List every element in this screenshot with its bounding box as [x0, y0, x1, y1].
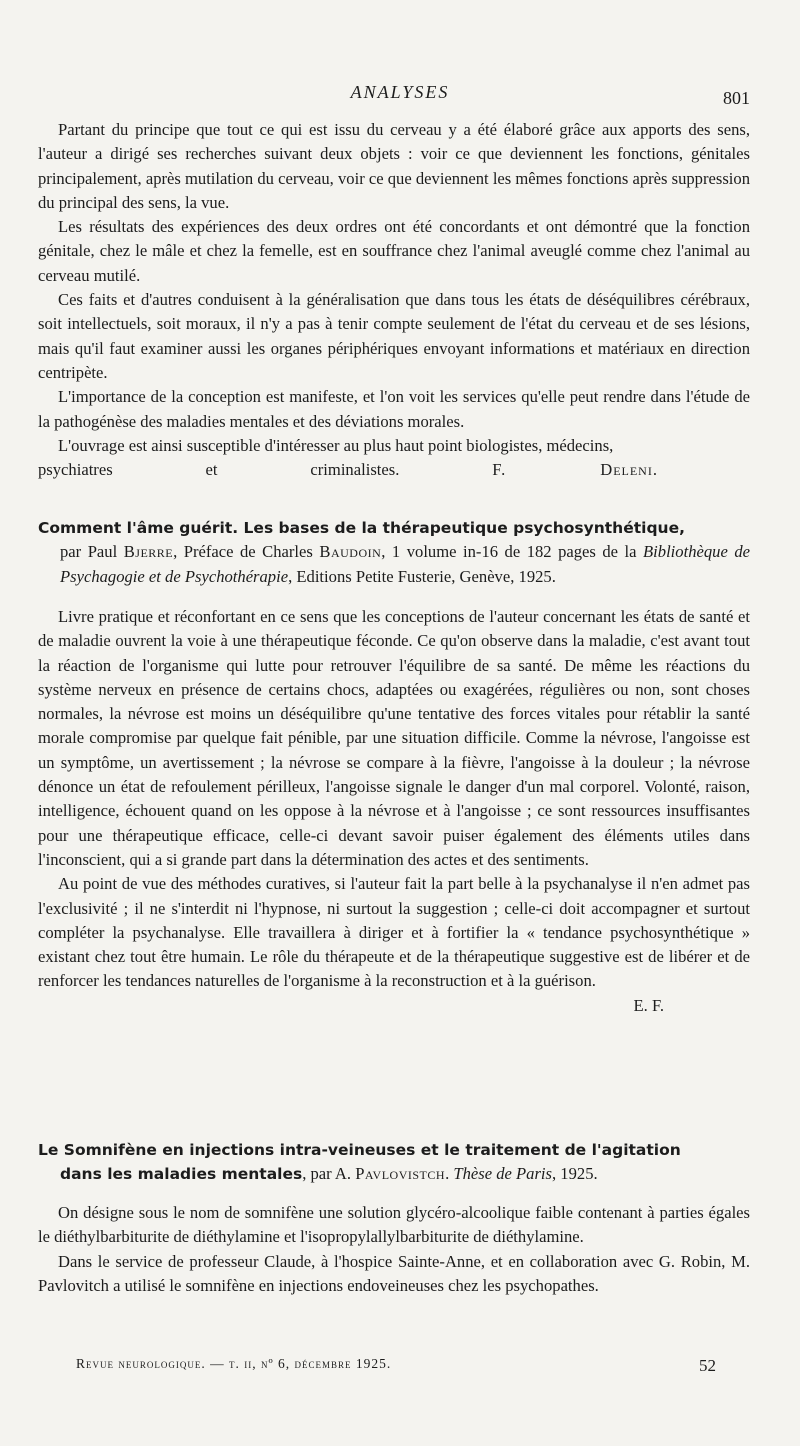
thesis-citation: [38, 1162, 750, 1186]
closing-line: [38, 458, 750, 482]
journal-reference: Revue neurologique. — t. ii, nº 6, décembre 1925.: [76, 1356, 392, 1371]
reviewer-signature: F. Deleni.: [492, 460, 658, 480]
review-pavlovistch: [38, 1201, 750, 1298]
reviewer-initials: E. F.: [633, 995, 664, 1015]
author-name: Pavlovistch: [355, 1164, 446, 1184]
paragraph: L'ouvrage est ainsi susceptible d'intéresser au plus haut point biologistes, médecins,: [58, 435, 614, 455]
preface-author: Baudoin: [319, 542, 382, 562]
book-citation: [38, 540, 750, 589]
review-heading-bjerre: [38, 516, 750, 589]
thesis-title-line1: Le Somnifène en injections intra-veineuses et le traitement de l'agitation: [38, 1141, 681, 1159]
thesis-title-line2: dans les maladies mentales: [60, 1165, 303, 1184]
review-heading-pavlovistch: [38, 1138, 750, 1187]
running-head: ANALYSES: [350, 82, 450, 102]
thesis-type: Thèse de Paris: [453, 1164, 552, 1184]
review-bjerre: [38, 605, 750, 1018]
citation-details: , 1 volume in-16 de 182 pages de la: [381, 542, 644, 562]
sheet-number: 52: [699, 1356, 716, 1375]
book-series: Bibliothèque de Psychagogie et de Psychothérapie: [60, 542, 750, 586]
paragraph: Dans le service de professeur Claude, à l'hospice Sainte-Anne, et en collaboration avec G. Robin, M. Pavlovitch a utilisé le somnifène en injections endoveineuses chez les psychopathes.: [38, 1251, 750, 1295]
paragraph: Ces faits et d'autres conduisent à la généralisation que dans tous les états de déséquilibres cérébraux, soit intellectuels, soit moraux, il n'y a pas à tenir compte seulement de l'état du cerveau et de ses lésions, mais qu'il faut examiner aussi les organes périphériques envoyant informations et matériaux en direction centripète.: [38, 290, 750, 382]
thesis-year: , 1925.: [552, 1164, 598, 1184]
page-footer: [76, 1356, 716, 1375]
page-number: 801: [723, 88, 750, 108]
paragraph: Partant du principe que tout ce qui est issu du cerveau y a été élaboré grâce aux apports des sens, l'auteur a dirigé ses recherches suivant deux objets : voir ce que deviennent les fonctions, génitales principalement, après mutilation du cerveau, voir ce que deviennent les mêmes fonctions après suppression du principal des sens, la vue.: [38, 120, 750, 212]
citation-preface: , Préface de Charles: [173, 542, 320, 562]
author-name: Bjerre: [123, 542, 174, 562]
paragraph: Au point de vue des méthodes curatives, si l'auteur fait la part belle à la psychanalyse il n'en admet pas l'exclusivité ; il ne s'interdit ni l'hypnose, ni surtout la suggestion ; celle-ci doit accompagner et surtout compléter la psychanalyse. Elle travaillera à diriger et à fortifier la « tendance psychosynthétique » existant chez tout être humain. Le rôle du thérapeute et de la thérapeutique suggestive est de libérer et de renforcer les tendances naturelles de l'organisme à la reconstruction et à la guérison.: [38, 874, 750, 991]
review-deleni: [38, 118, 750, 482]
paragraph: L'importance de la conception est manifeste, et l'on voit les services qu'elle peut rendre dans l'étude de la pathogénèse des maladies mentales et des déviations morales.: [38, 387, 750, 431]
paragraph: On désigne sous le nom de somnifène une solution glycéro-alcoolique faible contenant à parties égales le diéthylbarbiturite de diéthylamine et l'isopropylallylbarbiturite de diéthylamine.: [38, 1203, 750, 1247]
citation-by: , par A.: [302, 1164, 356, 1184]
citation-by: par Paul: [60, 542, 124, 562]
closing-text: psychiatres et criminalistes.: [38, 460, 400, 480]
citation-publisher: , Editions Petite Fusterie, Genève, 1925.: [288, 566, 556, 586]
citation-sep: .: [445, 1164, 454, 1184]
paragraph: Livre pratique et réconfortant en ce sens que les conceptions de l'auteur concernant les états de santé et de maladie ouvrent la voie à une thérapeutique féconde. Ce qu'on observe dans la maladie, c'est avant tout la réaction de l'organisme qui lutte pour retrouver l'équilibre de sa santé. De même les réactions du système nerveux en présence de certains chocs, adaptées ou exagérées, régulières ou non, sont choses normales, la névrose est moins un déséquilibre qu'une tentative des forces vitales pour rétablir la santé morale compromise par quelque fait pénible, par une situation difficile. Comme la névrose, l'angoisse est un symptôme, un avertissement ; la névrose se compare à la fièvre, l'angoisse à la douleur ; la névrose dénonce un état de refoulement périlleux, l'angoisse signale le danger d'un mal corporel. Volonté, raison, intelligence, échouent quand on les oppose à la névrose et à l'angoisse ; ce sont ressources insuffisantes pour une thérapeutique efficace, celle-ci devant savoir puiser également des éléments utiles dans l'inconscient, qui a si grande part dans la détermination des actes et des sentiments.: [38, 607, 750, 869]
paragraph: Les résultats des expériences des deux ordres ont été concordants et ont démontré que la fonction génitale, chez le mâle et chez la femelle, est en souffrance chez l'animal aveuglé comme chez l'animal au cerveau mutilé.: [38, 217, 750, 285]
book-title: Comment l'âme guérit. Les bases de la thérapeutique psychosynthétique,: [38, 519, 685, 537]
